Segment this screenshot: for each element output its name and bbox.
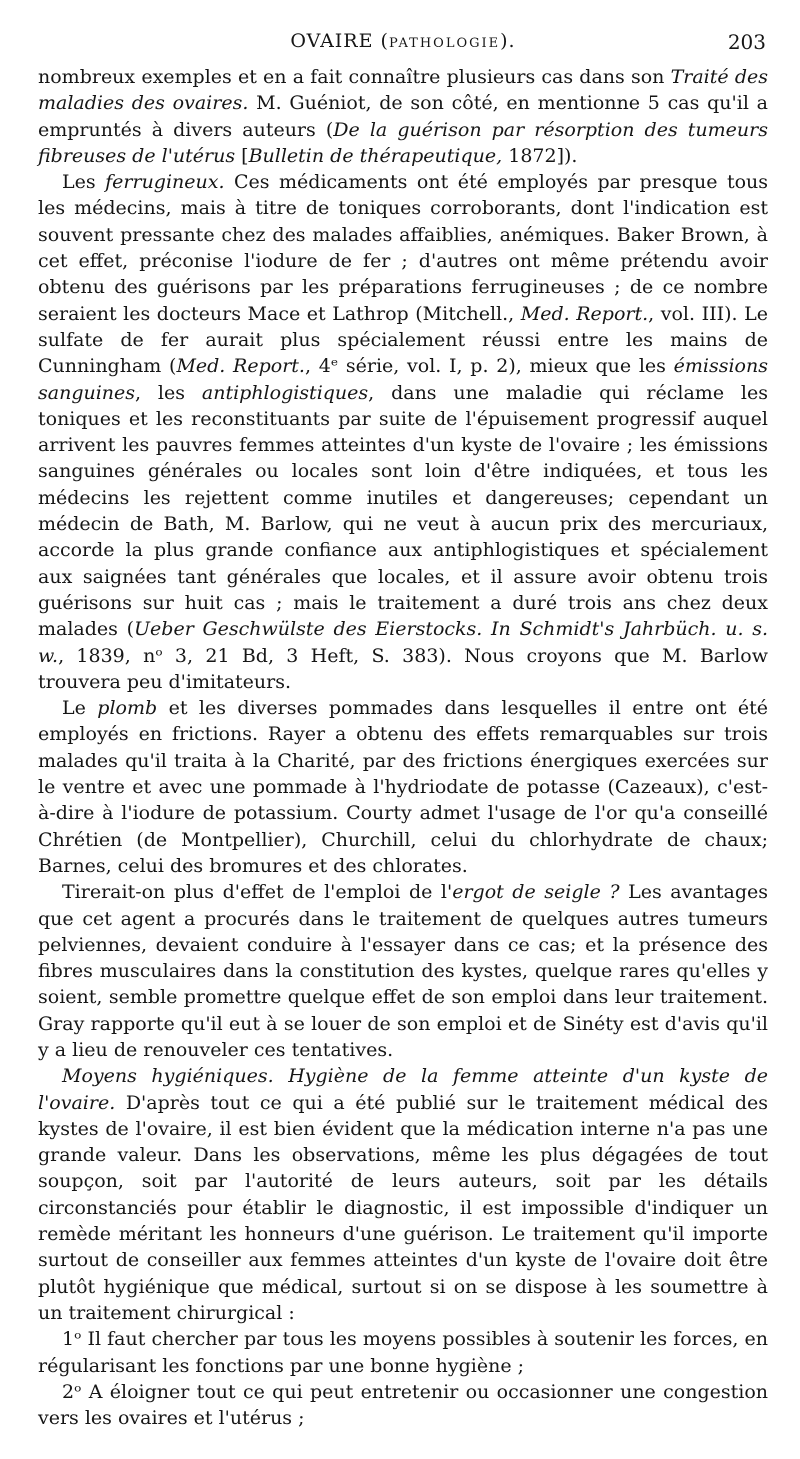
- text: 2ᵒ A éloigner tout ce qui peut entretenir ou occasionner une congestion vers les ovaires et l'utérus ;: [38, 1380, 768, 1430]
- text: Tirerait-on plus d'effet de l'emploi de l': [62, 881, 453, 904]
- italic-text: émissions sanguines: [38, 355, 768, 404]
- paragraph-1: [38, 64, 768, 169]
- text: nombreux exemples et en a fait connaître plusieurs cas dans son: [38, 66, 671, 88]
- title-main: OVAIRE: [290, 30, 374, 52]
- paragraph-4: [38, 879, 768, 1063]
- text: [: [235, 144, 249, 167]
- title-sub: PATHOLOGIE: [388, 36, 501, 51]
- paragraph-2: [38, 169, 768, 695]
- page-number: 203: [727, 30, 766, 54]
- text: Les: [62, 171, 106, 194]
- text: et les diverses pommades dans lesquelles il entre ont été employés en frictions. Rayer a obtenu des effets remarquables sur trois malades qu'il traita à la Charité, par des frictions énergiques exercées sur le ventre et avec une pommade à l'hydriodate de potasse (Cazeaux), c'est-à-dire à l'iodure de potassium. Courty admet l'usage de l'or qu'a conseillé Chrétien (de Montpellier), Churchill, celui du chlorhydrate de chaux; Barnes, celui des bromures et des chlorates.: [38, 697, 768, 877]
- paragraph-6: [38, 1326, 768, 1379]
- text: Les avantages que cet agent a procurés dans le traitement de quelques autres tumeurs pelviennes, devaient conduire à l'essayer dans ce cas; et la présence des fibres musculaires dans la constitution des kystes, quelque rares qu'elles y soient, semble promettre quelque effet de son emploi dans leur traitement. Gray rapporte qu'il eut à se louer de son emploi et de Sinéty est d'avis qu'il y a lieu de renouveler ces tentatives.: [38, 881, 768, 1061]
- running-header: [38, 30, 768, 56]
- italic-text: antiphlogistiques: [201, 381, 369, 404]
- text: , 1839, nᵒ 3, 21 Bd, 3 Heft, S. 383). Nous croyons que M. Barlow trouvera peu d'imitateurs.: [38, 644, 768, 693]
- italic-text: Traité des maladies des ovaires.: [38, 66, 768, 115]
- title-sub-close: ).: [500, 30, 516, 52]
- italic-text: Moyens hygiéniques. Hygiène de la femme atteinte d'un kyste de l'ovaire.: [38, 1065, 768, 1114]
- italic-text: plomb: [97, 697, 158, 720]
- paragraph-7: [38, 1379, 768, 1432]
- text: , 4ᵉ série, vol. I, p. 2), mieux que les: [304, 355, 674, 378]
- text: D'après tout ce qui a été publié sur le traitement médical des kystes de l'ovaire, il est bien évident que la médication interne n'a pas une grande valeur. Dans les observations, même les plus dégagées de tout soupçon, soit par l'autorité de leurs auteurs, soit par les détails circonstanciés pour établir le diagnostic, il est impossible d'indiquer un remède méritant les honneurs d'une guérison. Le traitement qu'il importe surtout de conseiller aux femmes atteintes d'un kyste de l'ovaire doit être plutôt hygiénique que médical, surtout si on se dispose à les soumettre à un traitement chirurgical :: [38, 1091, 768, 1324]
- italic-text: Ueber Geschwülste des Eierstocks. In Schmidt's Jahrbüch. u. s. w.: [38, 618, 769, 667]
- paragraph-3: [38, 695, 768, 879]
- text: M. Guéniot, de son côté, en mentionne 5 cas qu'il a empruntés à divers auteurs (: [38, 92, 768, 141]
- italic-text: ferrugineux.: [105, 171, 225, 194]
- italic-text: Bulletin de thérapeutique,: [248, 144, 503, 167]
- text: 1872]).: [502, 144, 578, 167]
- paragraph-5: [38, 1063, 768, 1326]
- text: , dans une maladie qui réclame les toniques et les reconstituants par suite de l'épuisement progressif auquel arrivent les pauvres femmes atteintes d'un kyste de l'ovaire ; les émissions sanguines générales ou locales sont loin d'être indiquées, et tous les médecins les rejettent comme inutiles et dangereuses; cependant un médecin de Bath, M. Barlow, qui ne veut à aucun prix des mercuriaux, accorde la plus grande confiance aux antiphlogistiques et spécialement aux saignées tant générales que locales, et il assure avoir obtenu trois guérisons sur huit cas ; mais le traitement a duré trois ans chez deux malades (: [38, 381, 768, 641]
- italic-text: ergot de seigle ?: [452, 881, 620, 904]
- italic-text: Med. Report.: [520, 302, 649, 325]
- text: 1ᵒ Il faut chercher par tous les moyens possibles à soutenir les forces, en régularisant les fonctions par une bonne hygiène ;: [38, 1328, 768, 1377]
- italic-text: Med. Report.: [176, 355, 305, 378]
- body-text: [38, 64, 768, 1431]
- text: , vol. III). Le sulfate de fer aurait plus spécialement réussi entre les mains de Cunningham (: [38, 302, 768, 378]
- running-title: [38, 30, 768, 52]
- italic-text: De la guérison par résorption des tumeurs fibreuses de l'utérus: [38, 118, 768, 167]
- text: , les: [135, 381, 202, 404]
- text: Ces médicaments ont été employés par presque tous les médecins, mais à titre de toniques corroborants, dont l'indication est souvent pressante chez des malades affaiblies, anémiques. Baker Brown, à cet effet, préconise l'iodure de fer ; d'autres ont même prétendu avoir obtenu des guérisons par les préparations ferrugineuses ; de ce nombre seraient les docteurs Mace et Lathrop (Mitchell.,: [38, 171, 769, 325]
- title-sub-open: (: [380, 30, 389, 52]
- text: Le: [62, 697, 98, 720]
